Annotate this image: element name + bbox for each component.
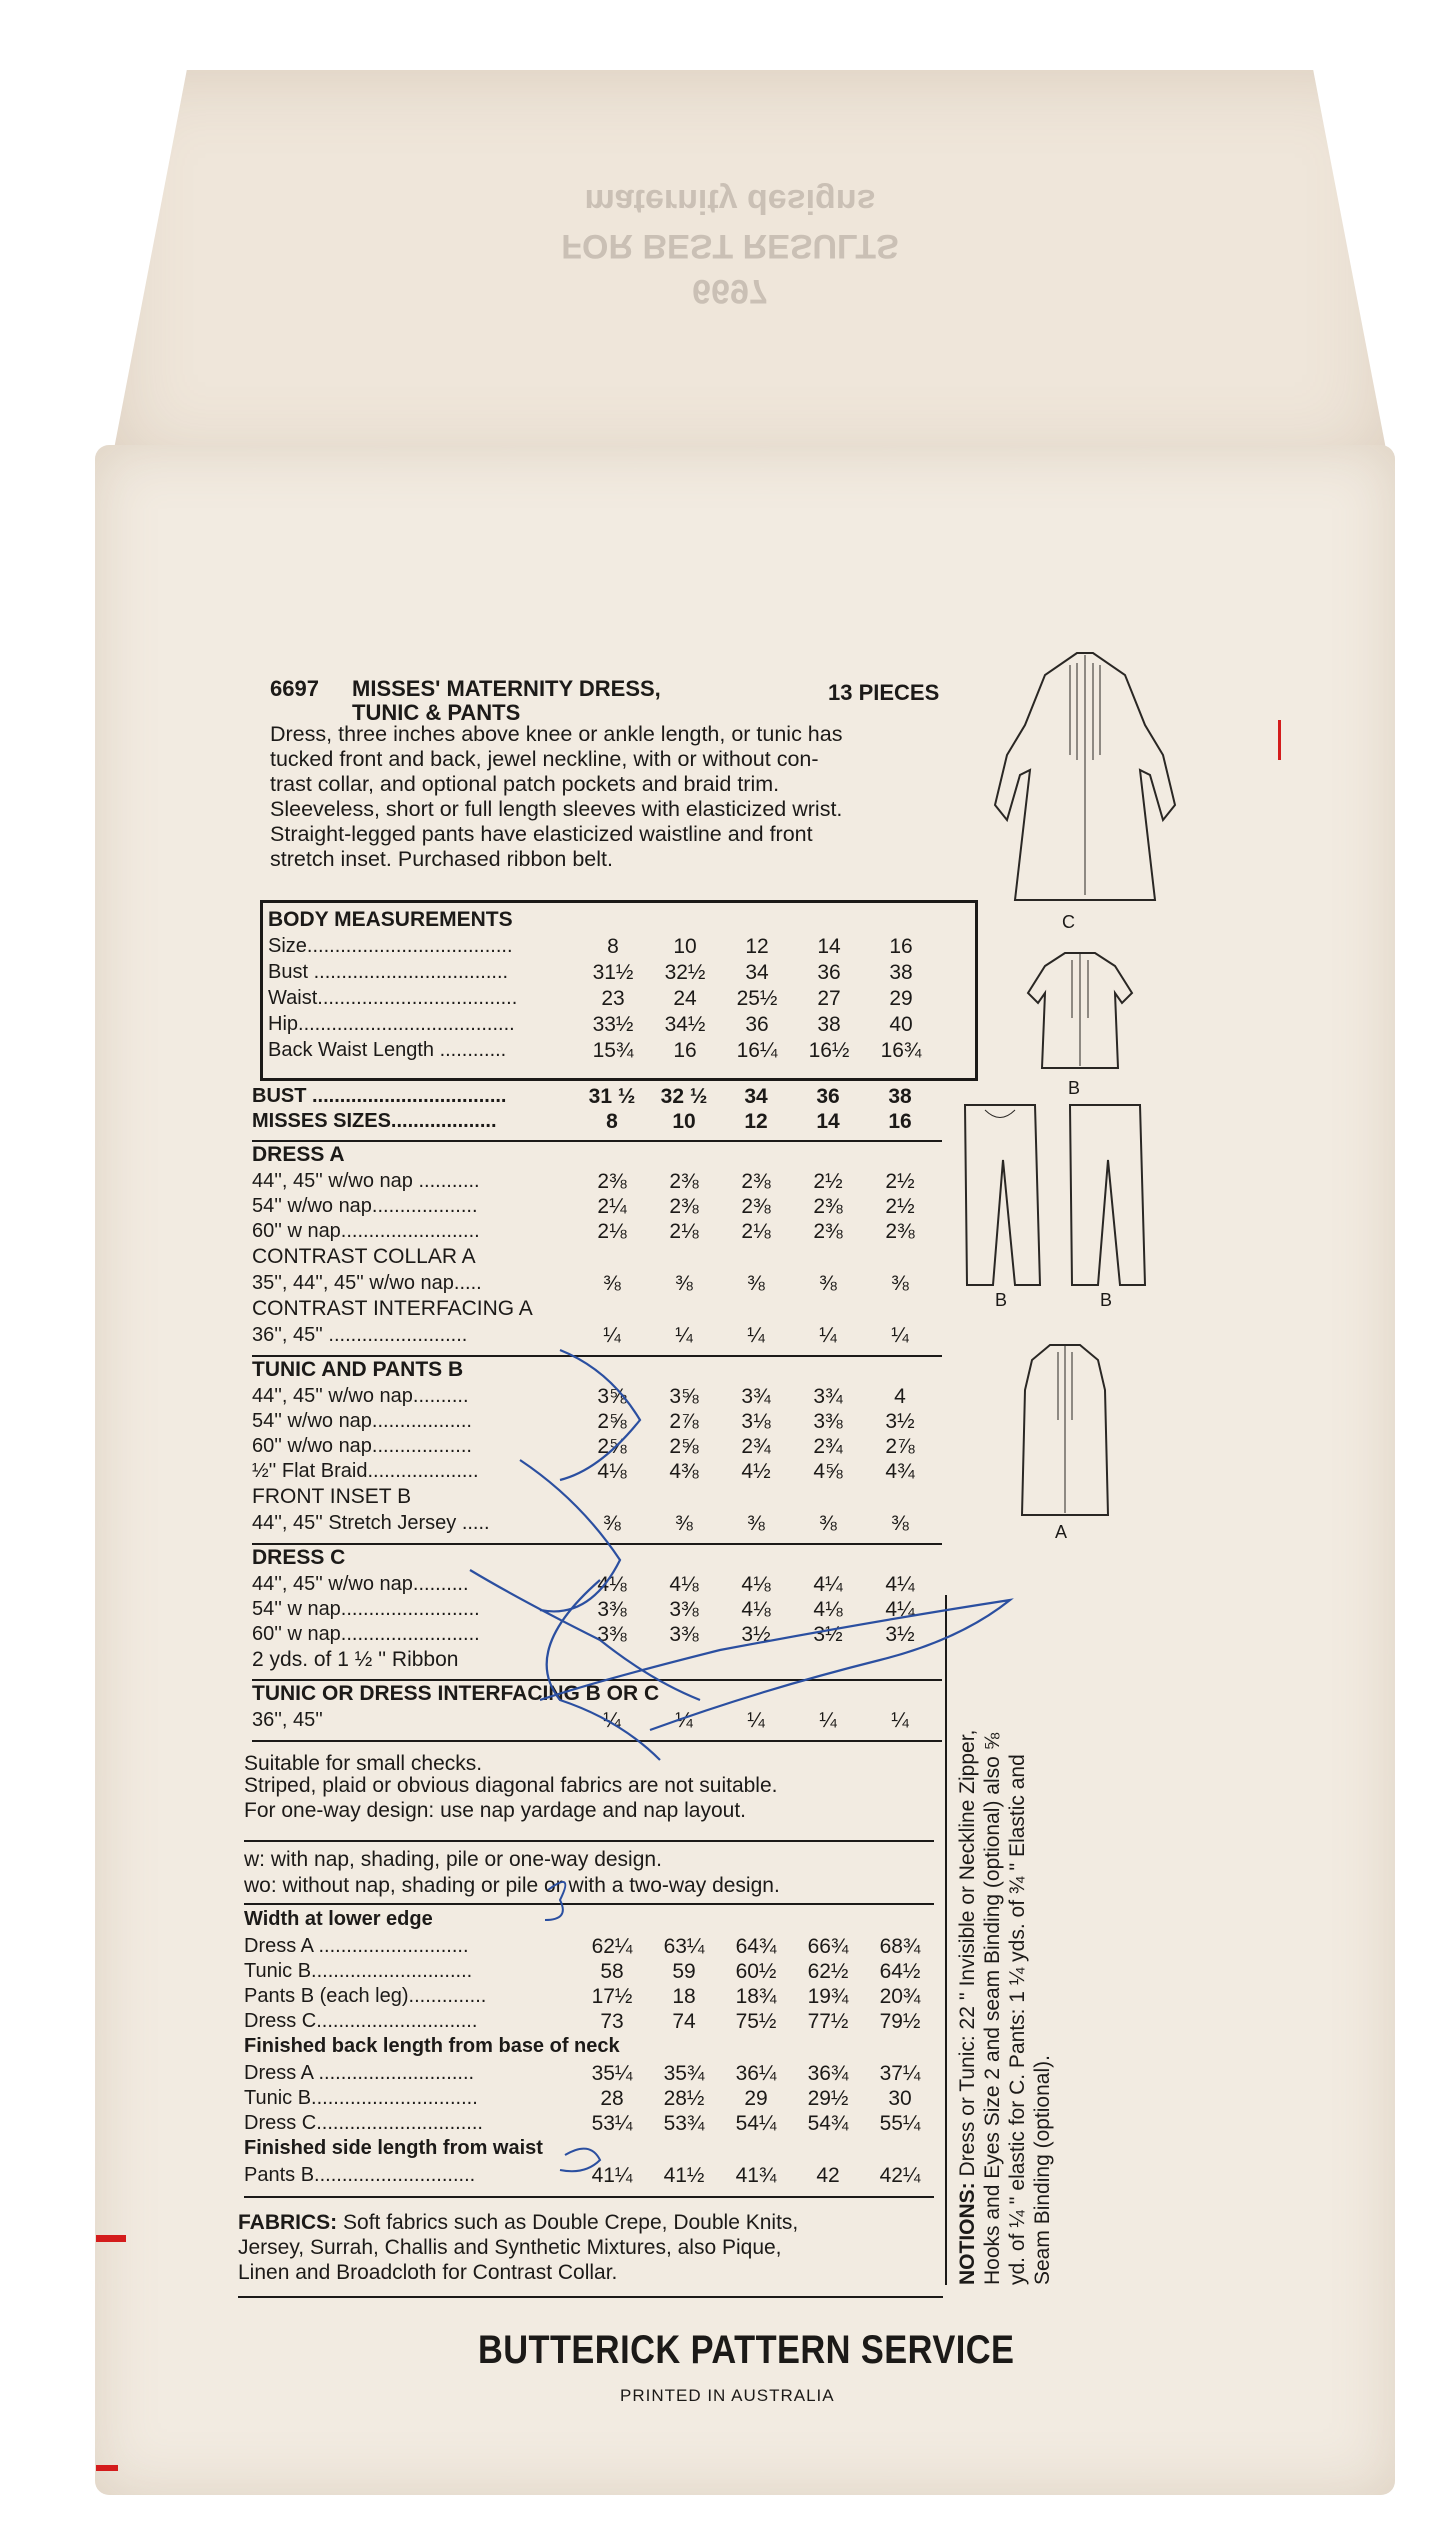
misses-size-value: 16 bbox=[888, 1110, 912, 1133]
body-measurement-value: 31½ bbox=[592, 961, 634, 984]
section-divider bbox=[244, 2196, 934, 2198]
tunic-pants-b-row bbox=[252, 1385, 952, 1410]
front-inset-value: ⅜ bbox=[675, 1512, 693, 1535]
nap-legend: w: with nap, shading, pile or one-way design. bbox=[244, 1848, 662, 1871]
notions-line: Dress or Tunic: 22 '' Invisible or Neckline Zipper, bbox=[956, 1729, 979, 2183]
width-lower-edge-row bbox=[244, 1985, 944, 2010]
notions-divider bbox=[945, 1595, 947, 2285]
misses-size-value: 10 bbox=[672, 1110, 696, 1133]
back-length-value: 28 bbox=[600, 2087, 624, 2110]
tunic-pants-b-value: 3⅝ bbox=[597, 1385, 627, 1408]
body-measurement-value: 27 bbox=[817, 987, 841, 1010]
body-measurement-value: 38 bbox=[817, 1013, 841, 1036]
back-length-value: 53¾ bbox=[663, 2112, 705, 2135]
flap-ghost-line: maternity designs bbox=[584, 182, 876, 220]
width-lower-edge-value: 18¾ bbox=[735, 1985, 777, 2008]
back-length-value: 53¼ bbox=[591, 2112, 633, 2135]
dress-a-value: 2⅜ bbox=[885, 1220, 915, 1243]
width-lower-edge-value: 18 bbox=[672, 1985, 696, 2008]
width-lower-edge-value: 64¾ bbox=[735, 1935, 777, 1958]
width-lower-edge-value: 68¾ bbox=[879, 1935, 921, 1958]
description-line: trast collar, and optional patch pockets and braid trim. bbox=[270, 772, 780, 796]
side-length-value: 41¾ bbox=[735, 2164, 777, 2187]
contrast-interfacing-label: 36'', 45'' ......................... bbox=[252, 1324, 468, 1346]
front-inset-row bbox=[252, 1512, 952, 1537]
body-measurement-value: 32½ bbox=[664, 961, 706, 984]
notions-block bbox=[955, 1595, 1055, 2285]
width-lower-edge-value: 74 bbox=[672, 2010, 696, 2033]
bust-value: 36 bbox=[816, 1085, 840, 1108]
flap-ghost-line: 6697 bbox=[692, 272, 768, 310]
side-length-value: 42 bbox=[816, 2164, 840, 2187]
width-lower-edge-title: Width at lower edge bbox=[244, 1908, 433, 1930]
dress-a-value: 2⅛ bbox=[741, 1220, 771, 1243]
tunic-pants-b-value: 4½ bbox=[741, 1460, 771, 1483]
description-line: stretch inset. Purchased ribbon belt. bbox=[270, 847, 613, 871]
contrast-collar-value: ⅜ bbox=[603, 1272, 621, 1295]
interfacing-b-c-value: ¼ bbox=[675, 1709, 693, 1732]
dress-c-value: 3⅜ bbox=[597, 1598, 627, 1621]
dress-c-value: 3½ bbox=[885, 1623, 915, 1646]
contrast-interfacing-value: ¼ bbox=[747, 1324, 765, 1347]
view-b-tunic-label: B bbox=[1068, 1078, 1081, 1098]
dress-a-value: 2⅜ bbox=[813, 1195, 843, 1218]
tunic-pants-b-row bbox=[252, 1435, 952, 1460]
back-length-value: 54¼ bbox=[735, 2112, 777, 2135]
dress-a-value: 2⅛ bbox=[669, 1220, 699, 1243]
dress-c-label: 44'', 45'' w/wo nap.......... bbox=[252, 1573, 469, 1595]
fabrics-text: Soft fabrics such as Double Crepe, Double Knits, bbox=[337, 2211, 799, 2234]
contrast-interfacing-row bbox=[252, 1324, 952, 1349]
dress-a-value: 2⅜ bbox=[669, 1170, 699, 1193]
dress-a-row bbox=[252, 1195, 952, 1220]
fabric-note: Striped, plaid or obvious diagonal fabrics are not suitable. bbox=[244, 1774, 778, 1797]
width-lower-edge-value: 17½ bbox=[591, 1985, 633, 2008]
fabric-note: For one-way design: use nap yardage and nap layout. bbox=[244, 1799, 747, 1822]
body-measurement-value: 16½ bbox=[808, 1039, 850, 1062]
view-c-sketch bbox=[985, 645, 1185, 920]
section-divider bbox=[244, 1903, 934, 1905]
tunic-pants-b-label: 60'' w/wo nap.................. bbox=[252, 1435, 472, 1457]
notions-label: NOTIONS: bbox=[956, 2182, 979, 2285]
body-measurement-label: Hip....................................... bbox=[268, 1013, 515, 1035]
description-line: tucked front and back, jewel neckline, with or without con- bbox=[270, 747, 819, 771]
dress-c-value: 4⅛ bbox=[669, 1573, 699, 1596]
width-lower-edge-label: Dress C............................. bbox=[244, 2010, 478, 2032]
body-measurement-value: 16 bbox=[673, 1039, 697, 1062]
back-length-value: 35¾ bbox=[663, 2062, 705, 2085]
nap-legend: wo: without nap, shading or pile or with a two-way design. bbox=[244, 1874, 780, 1897]
side-length-label: Pants B............................. bbox=[244, 2164, 476, 2186]
bust-value: 34 bbox=[744, 1085, 768, 1108]
misses-size-row bbox=[252, 1110, 952, 1135]
body-measurement-value: 34 bbox=[745, 961, 769, 984]
view-b-pants-back-label: B bbox=[1100, 1290, 1113, 1310]
side-length-value: 41½ bbox=[663, 2164, 705, 2187]
width-lower-edge-row bbox=[244, 2010, 944, 2035]
brand-title: BUTTERICK PATTERN SERVICE bbox=[478, 2328, 1015, 2372]
tunic-pants-b-value: 4⅝ bbox=[813, 1460, 843, 1483]
back-length-value: 36¾ bbox=[807, 2062, 849, 2085]
body-measurement-value: 23 bbox=[601, 987, 625, 1010]
tunic-pants-b-value: 3⅝ bbox=[669, 1385, 699, 1408]
dress-a-value: 2⅜ bbox=[741, 1170, 771, 1193]
fabric-note: Suitable for small checks. bbox=[244, 1752, 483, 1775]
dress-c-value: 3½ bbox=[741, 1623, 771, 1646]
body-measurements-title: BODY MEASUREMENTS bbox=[268, 908, 513, 931]
misses-size-value: 14 bbox=[816, 1110, 840, 1133]
width-lower-edge-value: 75½ bbox=[735, 2010, 777, 2033]
body-measurement-value: 34½ bbox=[664, 1013, 706, 1036]
dress-c-value: 4⅛ bbox=[741, 1598, 771, 1621]
view-c-label: C bbox=[1062, 912, 1075, 932]
body-measurement-value: 25½ bbox=[736, 987, 778, 1010]
width-lower-edge-value: 73 bbox=[600, 2010, 624, 2033]
printed-in: PRINTED IN AUSTRALIA bbox=[620, 2386, 835, 2405]
dress-a-value: 2⅜ bbox=[741, 1195, 771, 1218]
body-measurement-value: 24 bbox=[673, 987, 697, 1010]
section-divider bbox=[252, 1140, 942, 1142]
dress-a-value: 2⅛ bbox=[597, 1220, 627, 1243]
back-length-value: 28½ bbox=[663, 2087, 705, 2110]
contrast-interfacing-value: ¼ bbox=[603, 1324, 621, 1347]
side-length-value: 41¼ bbox=[591, 2164, 633, 2187]
misses-size-value: 12 bbox=[744, 1110, 768, 1133]
dress-a-label: 44'', 45'' w/wo nap ........... bbox=[252, 1170, 480, 1192]
interfacing-b-c-value: ¼ bbox=[603, 1709, 621, 1732]
body-measurement-value: 15¾ bbox=[592, 1039, 634, 1062]
body-measurement-label: Bust ................................... bbox=[268, 961, 509, 983]
back-length-value: 30 bbox=[888, 2087, 912, 2110]
width-lower-edge-value: 60½ bbox=[735, 1960, 777, 1983]
contrast-interfacing-title: CONTRAST INTERFACING A bbox=[252, 1297, 533, 1320]
width-lower-edge-row bbox=[244, 1960, 944, 1985]
dress-c-value: 4⅛ bbox=[741, 1573, 771, 1596]
section-divider bbox=[252, 1355, 942, 1357]
front-inset-value: ⅜ bbox=[747, 1512, 765, 1535]
view-b-pants-back-sketch bbox=[1060, 1100, 1150, 1295]
dress-a-title: DRESS A bbox=[252, 1143, 345, 1166]
back-length-value: 54¾ bbox=[807, 2112, 849, 2135]
dress-a-label: 54'' w/wo nap................... bbox=[252, 1195, 478, 1217]
back-length-row bbox=[244, 2087, 944, 2112]
back-length-label: Dress C.............................. bbox=[244, 2112, 483, 2134]
width-lower-edge-value: 58 bbox=[600, 1960, 624, 1983]
tunic-pants-b-value: 2⅝ bbox=[669, 1435, 699, 1458]
body-measurement-label: Waist.................................... bbox=[268, 987, 518, 1009]
dress-c-row bbox=[252, 1623, 952, 1648]
contrast-collar-value: ⅜ bbox=[747, 1272, 765, 1295]
bust-value: 31 ½ bbox=[588, 1085, 636, 1108]
tunic-pants-b-row bbox=[252, 1460, 952, 1485]
back-length-row bbox=[244, 2112, 944, 2137]
flap-ghost-line: FOR BEST RESULTS bbox=[561, 227, 899, 265]
view-b-pants-front-label: B bbox=[995, 1290, 1008, 1310]
back-length-row bbox=[244, 2062, 944, 2087]
notions-line: Hooks and Eyes Size 2 and seam Binding (optional) also ⅝ bbox=[981, 1732, 1004, 2285]
section-divider bbox=[244, 1840, 934, 1842]
front-inset-value: ⅜ bbox=[603, 1512, 621, 1535]
tunic-pants-b-title: TUNIC AND PANTS B bbox=[252, 1358, 464, 1381]
pattern-title: MISSES' MATERNITY DRESS, bbox=[352, 676, 661, 701]
back-length-value: 29½ bbox=[807, 2087, 849, 2110]
contrast-collar-row bbox=[252, 1272, 952, 1297]
dress-c-value: 3⅜ bbox=[669, 1598, 699, 1621]
back-length-value: 55¼ bbox=[879, 2112, 921, 2135]
width-lower-edge-value: 79½ bbox=[879, 2010, 921, 2033]
contrast-collar-value: ⅜ bbox=[675, 1272, 693, 1295]
tunic-pants-b-label: ½'' Flat Braid.................... bbox=[252, 1460, 479, 1482]
pattern-subtitle: TUNIC & PANTS bbox=[352, 700, 521, 725]
body-measurement-value: 8 bbox=[607, 935, 619, 958]
interfacing-b-c-label: 36'', 45'' bbox=[252, 1709, 323, 1731]
width-lower-edge-value: 20¾ bbox=[879, 1985, 921, 2008]
width-lower-edge-value: 62½ bbox=[807, 1960, 849, 1983]
tunic-pants-b-value: 3½ bbox=[885, 1410, 915, 1433]
tunic-pants-b-value: 4 bbox=[894, 1385, 906, 1408]
tunic-pants-b-row bbox=[252, 1410, 952, 1435]
dress-c-value: 4¼ bbox=[813, 1573, 843, 1596]
width-lower-edge-label: Dress A ........................... bbox=[244, 1935, 469, 1957]
width-lower-edge-value: 62¼ bbox=[591, 1935, 633, 1958]
bust-value: 38 bbox=[888, 1085, 912, 1108]
contrast-collar-value: ⅜ bbox=[819, 1272, 837, 1295]
width-lower-edge-row bbox=[244, 1935, 944, 1960]
tunic-pants-b-value: 3¾ bbox=[741, 1385, 771, 1408]
tunic-pants-b-value: 2⅝ bbox=[597, 1435, 627, 1458]
body-measurement-label: Size..................................... bbox=[268, 935, 513, 957]
tunic-pants-b-value: 3⅛ bbox=[741, 1410, 771, 1433]
fabrics-line bbox=[238, 2211, 798, 2235]
width-lower-edge-value: 77½ bbox=[807, 2010, 849, 2033]
notions-line: Seam Binding (optional). bbox=[1031, 2055, 1054, 2285]
dress-c-label: 60'' w nap......................... bbox=[252, 1623, 480, 1645]
dress-a-value: 2½ bbox=[885, 1170, 915, 1193]
contrast-interfacing-value: ¼ bbox=[675, 1324, 693, 1347]
front-inset-value: ⅜ bbox=[891, 1512, 909, 1535]
front-inset-label: 44'', 45'' Stretch Jersey ..... bbox=[252, 1512, 490, 1534]
view-b-pants-front-sketch bbox=[955, 1100, 1045, 1295]
contrast-interfacing-value: ¼ bbox=[819, 1324, 837, 1347]
back-length-value: 35¼ bbox=[591, 2062, 633, 2085]
tunic-pants-b-value: 4⅜ bbox=[669, 1460, 699, 1483]
front-inset-title: FRONT INSET B bbox=[252, 1485, 412, 1508]
dress-c-value: 3½ bbox=[813, 1623, 843, 1646]
bust-row bbox=[252, 1085, 952, 1110]
back-length-title: Finished back length from base of neck bbox=[244, 2035, 620, 2057]
body-measurement-value: 36 bbox=[745, 1013, 769, 1036]
description-line: Straight-legged pants have elasticized waistline and front bbox=[270, 822, 813, 846]
dress-c-value: 4¼ bbox=[885, 1573, 915, 1596]
body-measurement-value: 16¾ bbox=[880, 1039, 922, 1062]
view-a-label: A bbox=[1055, 1522, 1068, 1542]
width-lower-edge-value: 19¾ bbox=[807, 1985, 849, 2008]
tunic-pants-b-value: 2¾ bbox=[741, 1435, 771, 1458]
back-length-label: Tunic B.............................. bbox=[244, 2087, 478, 2109]
dress-c-label: 54'' w nap......................... bbox=[252, 1598, 480, 1620]
body-measurement-value: 40 bbox=[889, 1013, 913, 1036]
fabrics-label: FABRICS: bbox=[238, 2211, 338, 2234]
interfacing-b-c-row bbox=[252, 1709, 952, 1734]
section-divider bbox=[252, 1543, 942, 1545]
fabrics-line: Linen and Broadcloth for Contrast Collar. bbox=[238, 2261, 618, 2284]
body-measurement-value: 12 bbox=[745, 935, 769, 958]
notions-line: yd. of ¼ '' elastic for C. Pants: 1 ¼ yds. of ¾ '' Elastic and bbox=[1006, 1754, 1029, 2285]
interfacing-b-c-title: TUNIC OR DRESS INTERFACING B OR C bbox=[252, 1682, 660, 1705]
section-divider bbox=[252, 1679, 942, 1681]
body-measurement-value: 36 bbox=[817, 961, 841, 984]
front-inset-value: ⅜ bbox=[819, 1512, 837, 1535]
tunic-pants-b-value: 2⅞ bbox=[669, 1410, 699, 1433]
view-b-tunic-sketch bbox=[1020, 948, 1140, 1083]
dress-c-value: 4⅛ bbox=[597, 1573, 627, 1596]
side-length-value: 42¼ bbox=[879, 2164, 921, 2187]
side-length-row bbox=[244, 2164, 944, 2189]
dress-c-value: 4⅛ bbox=[813, 1598, 843, 1621]
body-measurement-value: 10 bbox=[673, 935, 697, 958]
piece-count: 13 PIECES bbox=[828, 680, 940, 705]
back-length-label: Dress A ............................ bbox=[244, 2062, 475, 2084]
back-length-value: 36¼ bbox=[735, 2062, 777, 2085]
tunic-pants-b-label: 54'' w/wo nap.................. bbox=[252, 1410, 472, 1432]
dress-c-title: DRESS C bbox=[252, 1546, 346, 1569]
tunic-pants-b-value: 3¾ bbox=[813, 1385, 843, 1408]
bust-value: 32 ½ bbox=[660, 1085, 708, 1108]
body-measurement-value: 29 bbox=[889, 987, 913, 1010]
interfacing-b-c-value: ¼ bbox=[819, 1709, 837, 1732]
dress-a-value: 2⅜ bbox=[597, 1170, 627, 1193]
pattern-number: 6697 bbox=[270, 676, 319, 701]
bust-label: BUST ................................... bbox=[252, 1085, 507, 1107]
dress-c-value: 3⅜ bbox=[669, 1623, 699, 1646]
tunic-pants-b-value: 2¾ bbox=[813, 1435, 843, 1458]
width-lower-edge-value: 66¾ bbox=[807, 1935, 849, 1958]
section-divider bbox=[252, 1740, 942, 1742]
side-length-title: Finished side length from waist bbox=[244, 2137, 543, 2159]
back-length-value: 37¼ bbox=[879, 2062, 921, 2085]
contrast-collar-value: ⅜ bbox=[891, 1272, 909, 1295]
width-lower-edge-value: 64½ bbox=[879, 1960, 921, 1983]
misses-size-value: 8 bbox=[606, 1110, 618, 1133]
width-lower-edge-label: Tunic B............................. bbox=[244, 1960, 473, 1982]
view-a-sketch bbox=[1010, 1340, 1120, 1525]
fabrics-divider bbox=[238, 2296, 943, 2298]
dress-a-value: 2½ bbox=[885, 1195, 915, 1218]
width-lower-edge-value: 59 bbox=[672, 1960, 696, 1983]
dress-c-value: 4¼ bbox=[885, 1598, 915, 1621]
tunic-pants-b-value: 3⅜ bbox=[813, 1410, 843, 1433]
dress-c-value: 3⅜ bbox=[597, 1623, 627, 1646]
dress-a-value: 2⅜ bbox=[813, 1220, 843, 1243]
body-measurement-label: Back Waist Length ............ bbox=[268, 1039, 507, 1061]
tunic-pants-b-value: 4¾ bbox=[885, 1460, 915, 1483]
fabrics-line: Jersey, Surrah, Challis and Synthetic Mixtures, also Pique, bbox=[238, 2236, 782, 2259]
body-measurement-value: 33½ bbox=[592, 1013, 634, 1036]
description-line: Dress, three inches above knee or ankle length, or tunic has bbox=[270, 722, 843, 746]
body-measurement-value: 38 bbox=[889, 961, 913, 984]
dress-a-value: 2⅜ bbox=[669, 1195, 699, 1218]
back-length-value: 29 bbox=[744, 2087, 768, 2110]
dress-a-row bbox=[252, 1170, 952, 1195]
body-measurement-value: 16¼ bbox=[736, 1039, 778, 1062]
tunic-pants-b-label: 44'', 45'' w/wo nap.......... bbox=[252, 1385, 469, 1407]
dress-a-label: 60'' w nap......................... bbox=[252, 1220, 480, 1242]
dress-c-row bbox=[252, 1598, 952, 1623]
misses-size-label: MISSES SIZES................... bbox=[252, 1110, 497, 1132]
contrast-interfacing-value: ¼ bbox=[891, 1324, 909, 1347]
dress-a-value: 2¼ bbox=[597, 1195, 627, 1218]
tunic-pants-b-value: 4⅛ bbox=[597, 1460, 627, 1483]
interfacing-b-c-value: ¼ bbox=[747, 1709, 765, 1732]
dress-a-value: 2½ bbox=[813, 1170, 843, 1193]
body-measurement-value: 16 bbox=[889, 935, 913, 958]
body-measurement-value: 14 bbox=[817, 935, 841, 958]
tunic-pants-b-value: 2⅝ bbox=[597, 1410, 627, 1433]
description-line: Sleeveless, short or full length sleeves with elasticized wrist. bbox=[270, 797, 843, 821]
width-lower-edge-value: 63¼ bbox=[663, 1935, 705, 1958]
width-lower-edge-label: Pants B (each leg).............. bbox=[244, 1985, 487, 2007]
tunic-pants-b-value: 2⅞ bbox=[885, 1435, 915, 1458]
contrast-collar-title: CONTRAST COLLAR A bbox=[252, 1245, 476, 1268]
ribbon-note: 2 yds. of 1 ½ '' Ribbon bbox=[252, 1648, 459, 1671]
dress-a-row bbox=[252, 1220, 952, 1245]
contrast-collar-label: 35'', 44'', 45'' w/wo nap..... bbox=[252, 1272, 482, 1294]
dress-c-row bbox=[252, 1573, 952, 1598]
interfacing-b-c-value: ¼ bbox=[891, 1709, 909, 1732]
